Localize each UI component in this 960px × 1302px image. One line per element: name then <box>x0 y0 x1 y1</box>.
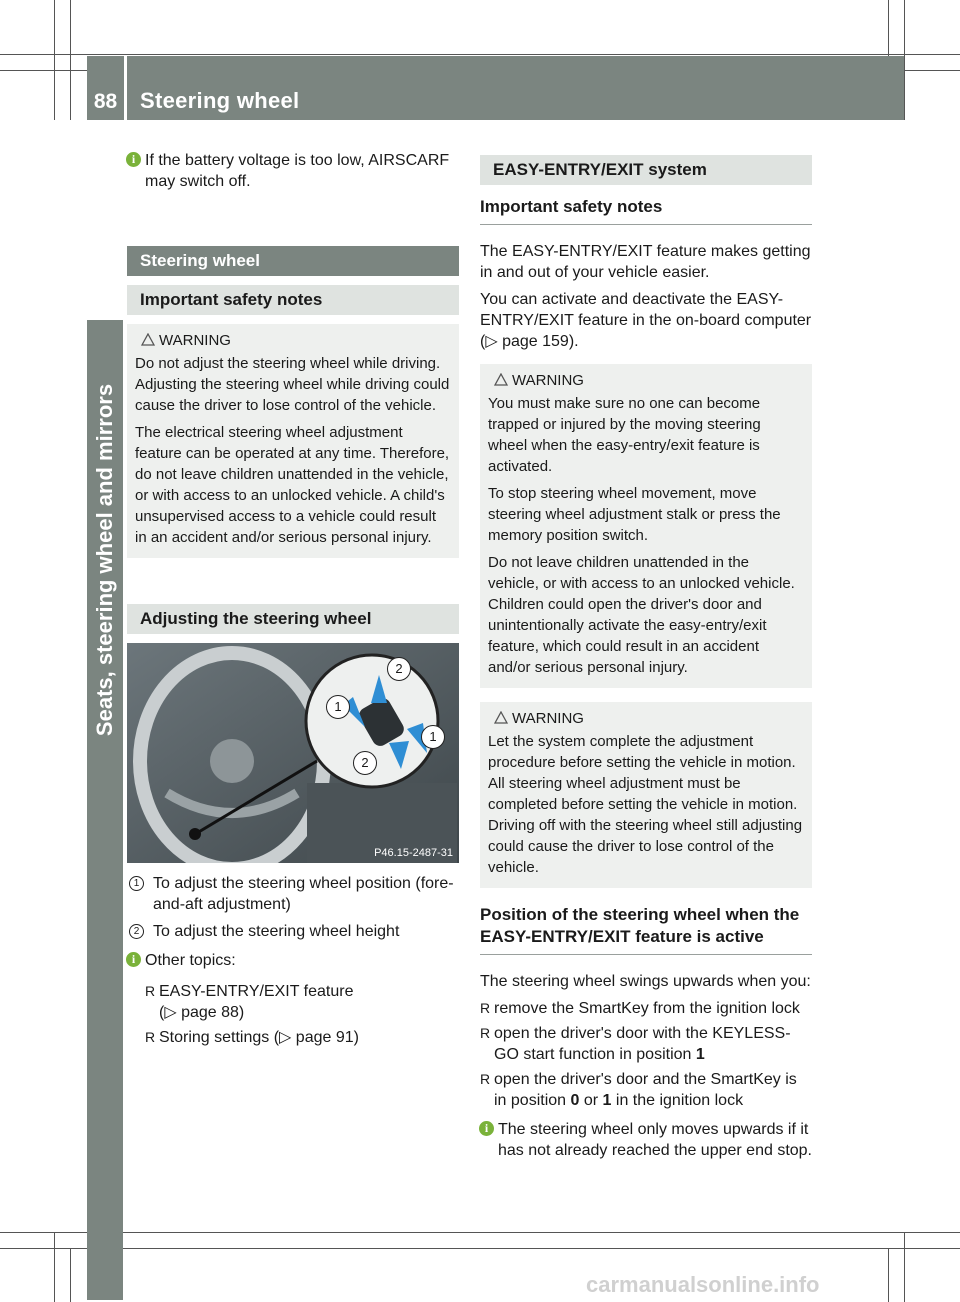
callout-1-left: 1 <box>326 695 350 719</box>
page-reference-link[interactable]: (▷ page 88) <box>159 1004 245 1021</box>
body-paragraph: The EASY-ENTRY/EXIT feature makes getting in and out of your vehicle easier. <box>480 243 811 281</box>
page-number: 88 <box>93 90 118 113</box>
warning-paragraph: You must make sure no one can become trapped or injured by the moving steering wheel when the easy-entry/exit feature is activated. <box>488 395 761 475</box>
callout-2-bottom: 2 <box>353 751 377 775</box>
info-icon: i <box>126 152 141 167</box>
watermark: carmanualsonline.info <box>586 1272 820 1297</box>
crop-mark <box>0 1248 960 1249</box>
warning-box <box>480 702 812 888</box>
crop-mark <box>904 1232 905 1302</box>
legend-item: 2 To adjust the steering wheel height <box>127 921 459 942</box>
chapter-tab-label: Seats, steering wheel and mirrors <box>92 383 117 737</box>
right-column <box>480 155 812 1171</box>
warning-paragraph: Do not leave children unattended in the vehicle, or with access to an unlocked vehicle. Children could open the driver's door and unintentionally activate the easy-entry/exit feature, which could result in an accident and/or serious personal injury. <box>488 554 795 676</box>
left-column <box>127 150 459 1052</box>
legend-item: 1 To adjust the steering wheel position (fore-and-aft adjustment) <box>127 873 459 915</box>
info-note <box>480 1119 812 1161</box>
page-title: Steering wheel <box>140 88 300 113</box>
bullet-item: R open the driver's door and the SmartKey is in position 0 or 1 in the ignition lock <box>480 1069 812 1111</box>
crop-mark <box>904 0 905 120</box>
callout-2-icon: 2 <box>129 924 144 939</box>
warning-box <box>127 324 459 558</box>
subsection-title: Adjusting the steering wheel <box>127 604 459 634</box>
info-note <box>127 950 459 971</box>
warning-triangle-icon <box>141 333 155 346</box>
callout-1-icon: 1 <box>129 876 144 891</box>
info-icon: i <box>479 1121 494 1136</box>
subsection-title: Position of the steering wheel when the EASY-ENTRY/EXIT feature is active <box>480 904 812 955</box>
crop-mark <box>888 1248 889 1302</box>
warning-paragraph: The electrical steering wheel adjustment feature can be operated at any time. Therefore, do not leave children unattended in the vehicle, or with access to an unlocked vehicle. A child's unsupervised access to a vehicle could result in an accident and/or serious personal injury. <box>135 424 450 546</box>
bullet-item: R Storing settings (▷ page 91) <box>145 1027 459 1048</box>
bullet-item: R EASY-ENTRY/EXIT feature (▷ page 88) <box>145 981 459 1023</box>
header-divider <box>124 56 127 120</box>
body-paragraph: The steering wheel swings upwards when you: <box>480 973 811 990</box>
warning-triangle-icon <box>494 373 508 386</box>
steering-wheel-figure <box>127 643 459 863</box>
crop-mark <box>54 1232 55 1302</box>
bullet-item: R open the driver's door with the KEYLESS-GO start function in position 1 <box>480 1023 812 1065</box>
callout-2-top: 2 <box>387 657 411 681</box>
subsection-title: Important safety notes <box>480 196 812 225</box>
info-text: If the battery voltage is too low, AIRSCARF may switch off. <box>145 152 450 190</box>
warning-title: WARNING <box>488 372 804 389</box>
crop-mark <box>70 1248 71 1302</box>
warning-paragraph: Do not adjust the steering wheel while driving. Adjusting the steering wheel while driving could cause the driver to lose control of the vehicle. <box>135 355 450 414</box>
body-paragraph: You can activate and deactivate the EASY-ENTRY/EXIT feature in the on-board computer (▷ page 159). <box>480 291 812 350</box>
info-note <box>127 150 459 192</box>
warning-triangle-icon <box>494 711 508 724</box>
bullet-item: R remove the SmartKey from the ignition lock <box>480 998 812 1019</box>
section-title: EASY-ENTRY/EXIT system <box>480 155 812 185</box>
crop-mark <box>0 54 960 55</box>
warning-title: WARNING <box>488 710 804 727</box>
crop-mark <box>70 0 71 120</box>
subsection-title: Important safety notes <box>127 285 459 315</box>
crop-mark <box>54 0 55 120</box>
warning-box <box>480 364 812 688</box>
steering-wheel-illustration <box>127 643 459 863</box>
crop-mark <box>0 1232 960 1233</box>
callout-1-right: 1 <box>421 725 445 749</box>
warning-title: WARNING <box>135 332 451 349</box>
info-icon: i <box>126 952 141 967</box>
info-text: The steering wheel only moves upwards if it has not already reached the upper end stop. <box>498 1121 812 1159</box>
section-title: Steering wheel <box>127 246 459 276</box>
figure-code: P46.15-2487-31 <box>374 847 453 859</box>
info-text: Other topics: <box>145 952 236 969</box>
warning-paragraph: To stop steering wheel movement, move steering wheel adjustment stalk or press the memory position switch. <box>488 485 781 544</box>
warning-paragraph: Let the system complete the adjustment procedure before setting the vehicle in motion. All steering wheel adjustment must be completed before setting the vehicle in motion. Driving off with the steering wheel still adjusting could cause the driver to lose control of the vehicle. <box>488 733 803 876</box>
